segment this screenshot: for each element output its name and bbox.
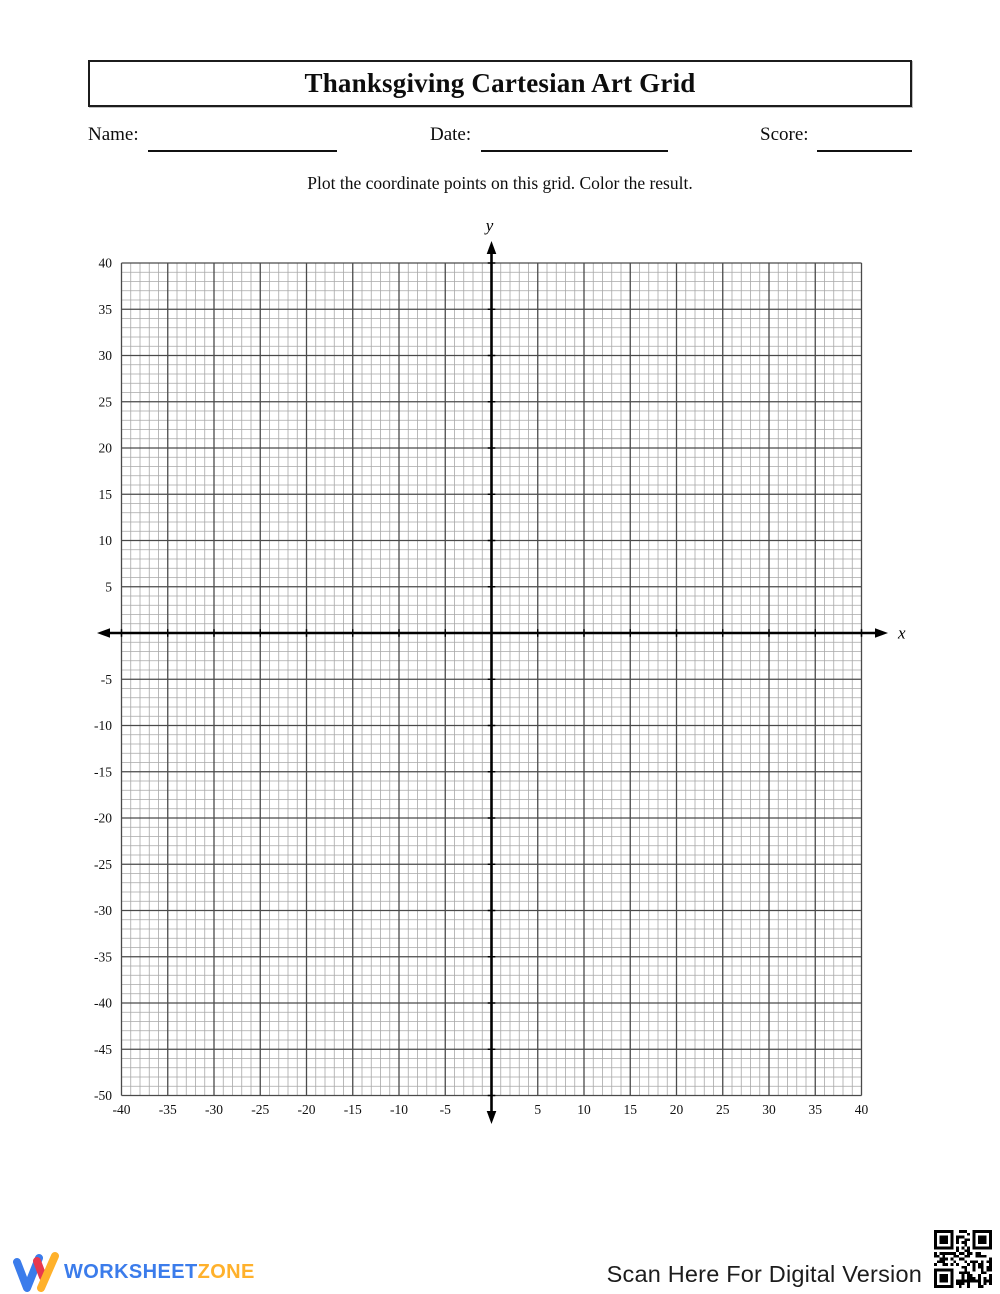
worksheetzone-logo bbox=[12, 1249, 255, 1294]
qr-code-svg bbox=[934, 1230, 992, 1288]
y-tick-label: 40 bbox=[98, 255, 112, 271]
y-tick-label: -10 bbox=[94, 718, 112, 733]
tick-labels bbox=[94, 256, 869, 1118]
scan-instruction-text: Scan Here For Digital Version bbox=[606, 1261, 922, 1287]
y-axis-top-arrow bbox=[487, 241, 497, 254]
y-tick-label: 20 bbox=[98, 440, 112, 456]
fields-row bbox=[0, 124, 1000, 158]
instruction-text: Plot the coordinate points on this grid. Color the result. bbox=[307, 173, 693, 193]
page-title: Thanksgiving Cartesian Art Grid bbox=[304, 68, 696, 98]
x-tick-label: 30 bbox=[762, 1102, 776, 1117]
y-tick-label: -15 bbox=[94, 764, 112, 780]
score-fill-line[interactable] bbox=[817, 124, 912, 152]
y-tick-label: -40 bbox=[94, 995, 112, 1011]
y-tick-label: 30 bbox=[98, 348, 112, 363]
x-tick-label: 5 bbox=[534, 1102, 542, 1117]
score-label: Score: bbox=[760, 124, 809, 145]
cartesian-grid bbox=[0, 210, 1000, 1150]
date-fill-line[interactable] bbox=[481, 124, 668, 152]
y-tick-label: -20 bbox=[94, 810, 112, 826]
x-tick-label: 25 bbox=[716, 1102, 730, 1117]
x-tick-label: 20 bbox=[669, 1102, 684, 1117]
y-tick-label: -50 bbox=[94, 1088, 112, 1103]
y-tick-label: -35 bbox=[94, 949, 112, 965]
date-label: Date: bbox=[430, 124, 472, 145]
logo-w-icon bbox=[12, 1250, 60, 1294]
x-tick-label: -40 bbox=[112, 1102, 131, 1117]
x-tick-label: 40 bbox=[854, 1102, 869, 1117]
y-tick-label: -25 bbox=[94, 856, 112, 872]
y-axis-label: y bbox=[485, 216, 494, 235]
x-tick-label: 35 bbox=[808, 1102, 822, 1117]
name-fill-line[interactable] bbox=[148, 124, 337, 152]
cartesian-grid-svg bbox=[0, 210, 1000, 1150]
x-tick-label: -35 bbox=[158, 1102, 177, 1117]
x-tick-label: 15 bbox=[623, 1102, 637, 1117]
y-tick-label: 15 bbox=[98, 486, 112, 502]
x-tick-label: -15 bbox=[343, 1102, 362, 1117]
y-tick-label: -30 bbox=[94, 903, 112, 918]
logo-text-worksheet: WORKSHEET bbox=[64, 1260, 198, 1283]
title-box bbox=[88, 60, 912, 107]
x-tick-label: -5 bbox=[439, 1102, 451, 1117]
x-tick-label: -25 bbox=[251, 1102, 270, 1117]
x-tick-label: -10 bbox=[390, 1102, 408, 1117]
x-axis-label: x bbox=[898, 623, 906, 643]
x-tick-label: 10 bbox=[577, 1102, 591, 1117]
y-tick-label: 10 bbox=[98, 533, 112, 548]
logo-text-zone: ZONE bbox=[197, 1260, 255, 1283]
x-tick-label: -30 bbox=[205, 1102, 223, 1117]
name-label: Name: bbox=[88, 124, 139, 145]
y-axis-bottom-arrow bbox=[487, 1111, 497, 1124]
y-tick-label: 25 bbox=[98, 394, 112, 410]
y-tick-label: 5 bbox=[105, 579, 112, 595]
x-axis-left-arrow bbox=[97, 628, 110, 638]
y-tick-label: 35 bbox=[98, 301, 112, 317]
x-axis-right-arrow bbox=[875, 628, 888, 638]
y-tick-label: -5 bbox=[100, 671, 112, 687]
y-tick-label: -45 bbox=[94, 1041, 112, 1057]
qr-code bbox=[934, 1230, 992, 1288]
x-tick-label: -20 bbox=[297, 1102, 316, 1117]
